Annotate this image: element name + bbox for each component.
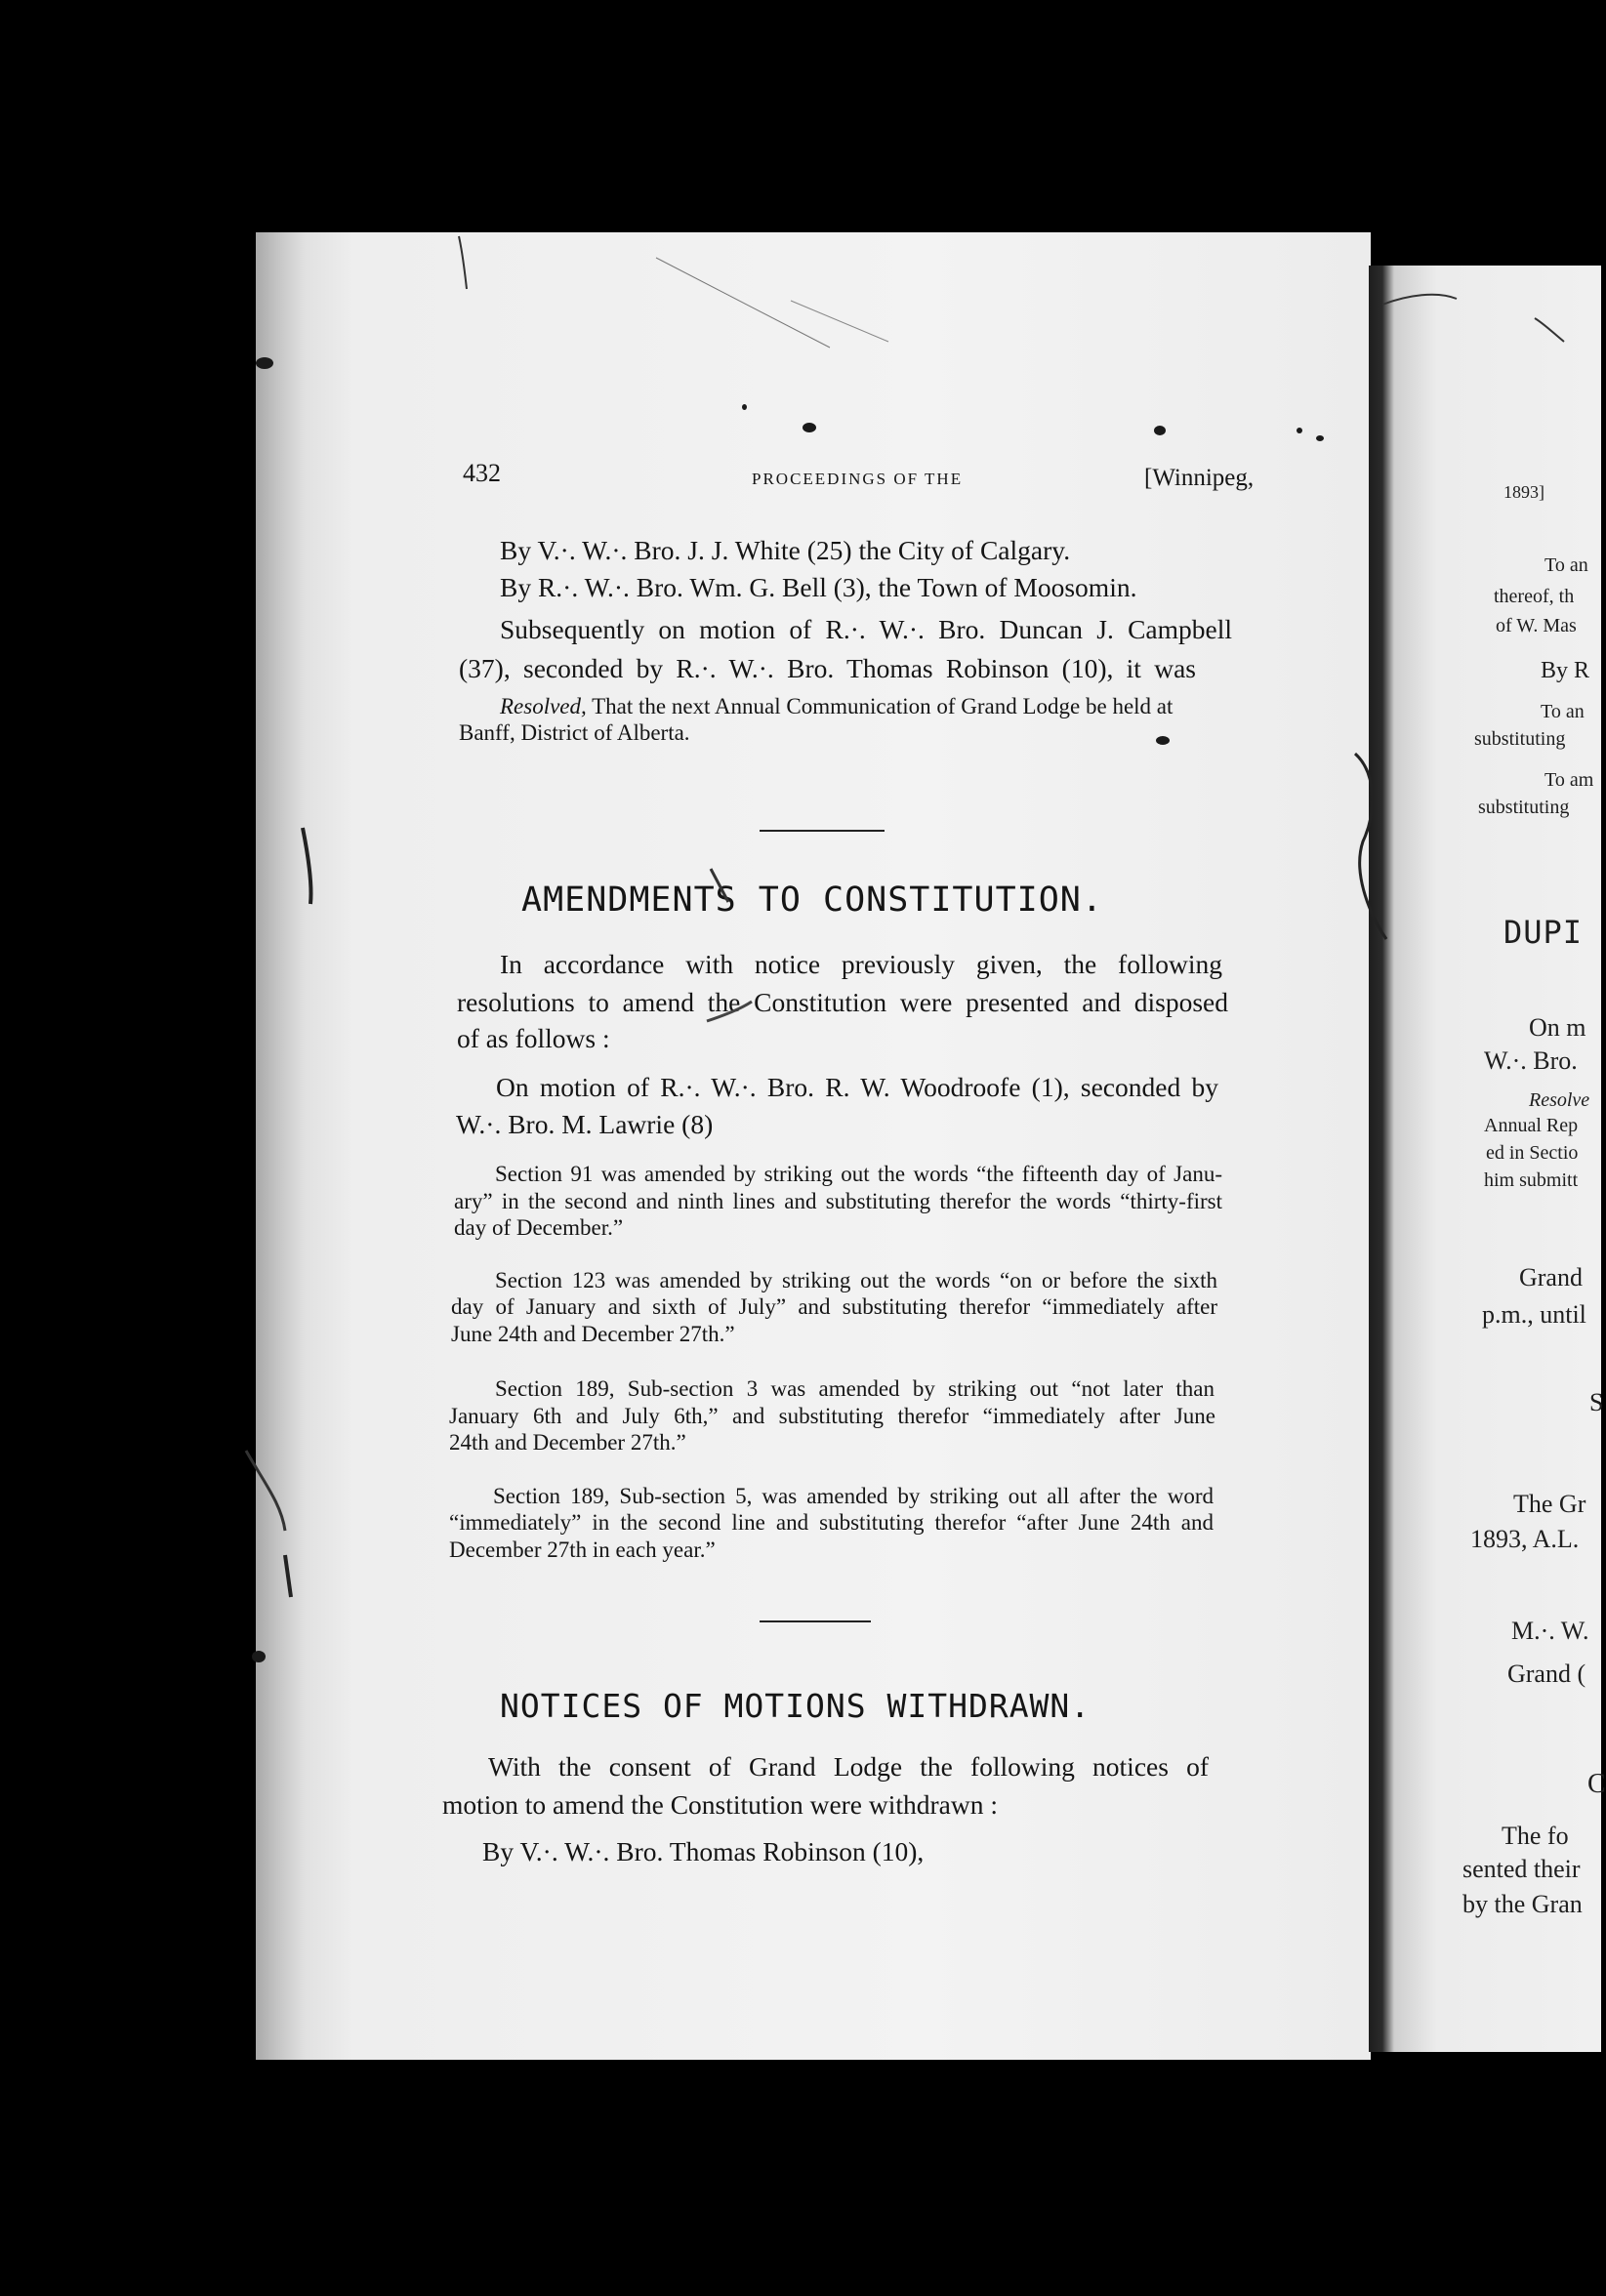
ink-speck (1156, 736, 1170, 745)
text-line: Grand (1519, 1263, 1583, 1292)
text-line: To an (1544, 554, 1588, 576)
text-line: On motion of R.·. W.·. Bro. R. W. Woodroofe (1), seconded by (496, 1072, 1218, 1102)
text-line: 24th and December 27th.” (449, 1430, 686, 1455)
text-line: To an (1541, 701, 1585, 722)
text-line: The Gr (1513, 1490, 1586, 1518)
running-head: PROCEEDINGS OF THE (752, 470, 964, 488)
text-line: S (1589, 1388, 1604, 1416)
pen-stroke (459, 236, 467, 289)
text-line: M.·. W. (1511, 1617, 1589, 1645)
ink-speck (1297, 428, 1302, 433)
text-line: p.m., until (1482, 1300, 1586, 1329)
ink-speck (1316, 435, 1324, 441)
text-line: of as follows : (457, 1023, 610, 1053)
text-line: Banff, District of Alberta. (459, 720, 690, 745)
text-line: Subsequently on motion of R.·. W.·. Bro. Duncan J. Campbell (500, 614, 1232, 644)
text-line: “immediately” in the second line and substituting therefor “after June 24th and (449, 1510, 1214, 1535)
section-divider (760, 1620, 871, 1622)
pen-stroke (303, 828, 311, 904)
text-line: 1893, A.L. (1470, 1525, 1580, 1553)
text-line: Resolve (1529, 1089, 1590, 1111)
scan-marks (256, 232, 1371, 2060)
text-line: With the consent of Grand Lodge the following notices of (488, 1751, 1209, 1782)
section-heading: NOTICES OF MOTIONS WITHDRAWN. (500, 1687, 1091, 1725)
running-head-right: [Winnipeg, (1144, 465, 1255, 491)
pen-stroke (1535, 318, 1564, 342)
text-line: By R (1541, 658, 1590, 683)
text-line: June 24th and December 27th.” (451, 1322, 735, 1346)
page-number: 432 (463, 459, 501, 487)
pen-stroke (1382, 295, 1457, 305)
text-line: (37), seconded by R.·. W.·. Bro. Thomas Robinson (10), it was (459, 653, 1196, 683)
text-line: To am (1544, 769, 1594, 791)
text-line: resolutions to amend the Constitution were presented and disposed (457, 987, 1228, 1017)
text-line: motion to amend the Constitution were withdrawn : (442, 1789, 999, 1820)
text-line: By R.·. W.·. Bro. Wm. G. Bell (3), the Town of Moosomin. (500, 572, 1137, 602)
text-line: DUPI (1503, 914, 1584, 951)
text-line: Section 91 was amended by striking out the words “the fifteenth day of Janu- (495, 1162, 1222, 1186)
text-line: By V.·. W.·. Bro. Thomas Robinson (10), (482, 1836, 925, 1866)
text-line: thereof, th (1494, 586, 1575, 607)
text-line: Section 189, Sub-section 3 was amended by striking out “not later than (495, 1376, 1215, 1401)
text-line: In accordance with notice previously given, the following (500, 949, 1222, 979)
text-line: Section 189, Sub-section 5, was amended by striking out all after the word (493, 1484, 1214, 1508)
text-line: of W. Mas (1496, 615, 1577, 636)
text-line: W.·. Bro. M. Lawrie (8) (456, 1109, 714, 1139)
ink-speck (1154, 426, 1166, 435)
text-line: day of December.” (454, 1215, 624, 1240)
text-line: Section 123 was amended by striking out the words “on or before the sixth (495, 1268, 1217, 1292)
text-line: Annual Rep (1484, 1115, 1579, 1136)
text-line: sented their (1462, 1855, 1581, 1883)
text-line: Grand ( (1507, 1660, 1586, 1688)
text-line: ary” in the second and ninth lines and substituting therefor the words “thirty-first (454, 1189, 1222, 1213)
ink-speck (742, 404, 747, 410)
text-line: substituting (1474, 728, 1566, 750)
text-line: ed in Sectio (1486, 1142, 1579, 1164)
page-year: 1893] (1503, 482, 1544, 502)
resolved-line (500, 694, 1252, 719)
text-line: day of January and sixth of July” and substituting therefor “immediately after (451, 1294, 1217, 1319)
text-line: by the Gran (1462, 1890, 1583, 1918)
pen-stroke (656, 258, 830, 348)
section-divider (760, 830, 885, 832)
resolved-text: That the next Annual Communication of Grand Lodge be held at (586, 694, 1174, 718)
resolved-word: Resolved, (500, 694, 587, 718)
pen-stroke (246, 1451, 285, 1531)
ink-speck (252, 1651, 266, 1662)
text-line: C (1587, 1769, 1606, 1799)
left-book-page (256, 232, 1371, 2060)
text-line: The fo (1502, 1822, 1569, 1850)
text-line: January 6th and July 6th,” and substituting therefor “immediately after June (449, 1404, 1215, 1428)
text-line: By V.·. W.·. Bro. J. J. White (25) the City of Calgary. (500, 535, 1071, 565)
text-line: On m (1529, 1013, 1586, 1042)
pen-stroke (285, 1555, 291, 1597)
section-heading: AMENDMENTS TO CONSTITUTION. (521, 881, 1103, 920)
text-line: W.·. Bro. (1484, 1046, 1578, 1075)
text-line: him submitt (1484, 1169, 1579, 1191)
right-book-page (1369, 266, 1606, 2052)
pen-stroke (791, 301, 888, 342)
text-line: substituting (1478, 797, 1570, 818)
ink-speck (256, 357, 273, 369)
text-line: December 27th in each year.” (449, 1538, 716, 1562)
ink-speck (803, 423, 816, 432)
